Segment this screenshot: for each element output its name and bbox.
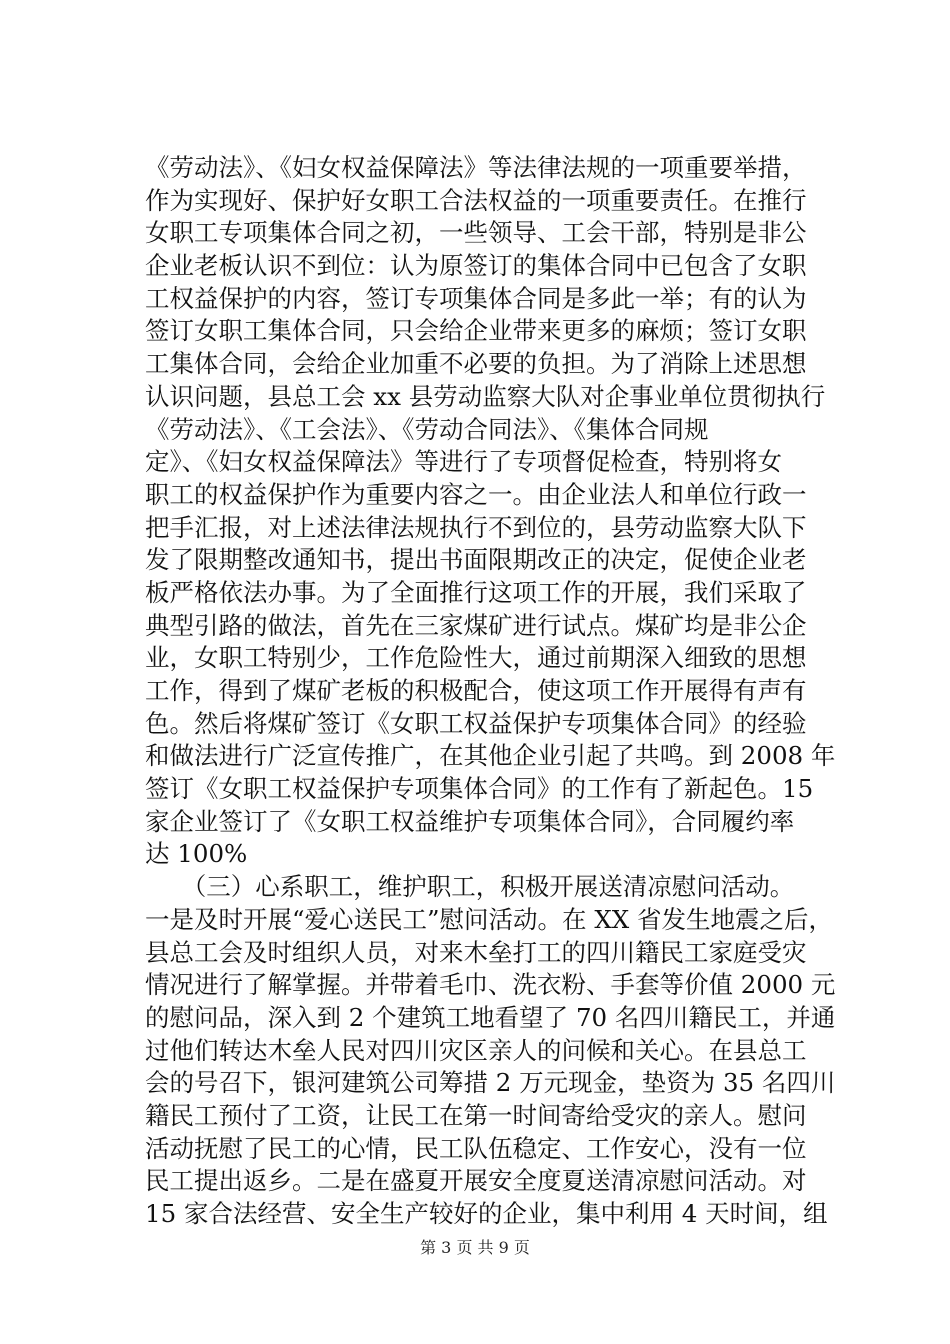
- text-line: 板严格依法办事。为了全面推行这项工作的开展，我们采取了: [145, 577, 807, 607]
- text-line: 职工的权益保护作为重要内容之一。由企业法人和单位行政一: [145, 479, 807, 509]
- text-line: 过他们转达木垒人民对四川灾区亲人的问候和关心。在县总工: [145, 1035, 807, 1065]
- text-line: 《劳动法》、《工会法》、《劳动合同法》、《集体合同规: [145, 414, 709, 444]
- text-line: 一是及时开展“爱心送民工”慰问活动。在 XX 省发生地震之后，: [145, 904, 834, 934]
- text-line: 定》、《妇女权益保障法》等进行了专项督促检查，特别将女: [145, 447, 782, 477]
- text-line: 工权益保护的内容，签订专项集体合同是多此一举；有的认为: [145, 283, 807, 313]
- text-line: 色。然后将煤矿签订《女职工权益保护专项集体合同》的经验: [145, 708, 807, 738]
- text-line: 认识问题，县总工会 xx 县劳动监察大队对企事业单位贯彻执行: [145, 381, 826, 411]
- text-line: 女职工专项集体合同之初，一些领导、工会干部，特别是非公: [145, 218, 807, 248]
- text-line: 达 100%: [145, 839, 248, 869]
- text-line: 和做法进行广泛宣传推广，在其他企业引起了共鸣。到 2008 年: [145, 741, 835, 771]
- body-text: [145, 152, 835, 1231]
- text-line: 15 家合法经营、安全生产较好的企业，集中利用 4 天时间，组: [145, 1199, 828, 1228]
- text-line: 业，女职工特别少，工作危险性大，通过前期深入细致的思想: [145, 643, 807, 673]
- text-line: 典型引路的做法，首先在三家煤矿进行试点。煤矿均是非公企: [145, 610, 807, 640]
- text-line: （三）心系职工，维护职工，积极开展送清凉慰问活动。: [145, 872, 795, 902]
- text-line: 签订女职工集体合同，只会给企业带来更多的麻烦；签订女职: [145, 316, 807, 346]
- text-line: 把手汇报，对上述法律法规执行不到位的，县劳动监察大队下: [145, 512, 807, 542]
- text-line: 民工提出返乡。二是在盛夏开展安全度夏送清凉慰问活动。对: [145, 1166, 807, 1196]
- text-line: 企业老板认识不到位：认为原签订的集体合同中已包含了女职: [145, 251, 807, 281]
- text-line: 会的号召下，银河建筑公司筹措 2 万元现金，垫资为 35 名四川: [145, 1068, 835, 1098]
- text-line: 作为实现好、保护好女职工合法权益的一项重要责任。在推行: [145, 185, 807, 215]
- text-line: 发了限期整改通知书，提出书面限期改正的决定，促使企业老: [145, 545, 807, 575]
- text-line: 签订《女职工权益保护专项集体合同》的工作有了新起色。15: [145, 774, 814, 804]
- text-line: 工集体合同，会给企业加重不必要的负担。为了消除上述思想: [145, 349, 807, 379]
- text-line: 家企业签订了《女职工权益维护专项集体合同》，合同履约率: [145, 806, 795, 836]
- page-footer: 第 3 页 共 9 页: [420, 1238, 530, 1257]
- text-line: 《劳动法》、《妇女权益保障法》等法律法规的一项重要举措，: [145, 153, 807, 182]
- text-line: 活动抚慰了民工的心情，民工队伍稳定、工作安心，没有一位: [145, 1133, 807, 1163]
- text-line: 县总工会及时组织人员，对来木垒打工的四川籍民工家庭受灾: [145, 937, 807, 967]
- text-line: 情况进行了解掌握。并带着毛巾、洗衣粉、手套等价值 2000 元: [145, 970, 835, 1000]
- text-line: 工作，得到了煤矿老板的积极配合，使这项工作开展得有声有: [145, 676, 807, 705]
- text-line: 的慰问品，深入到 2 个建筑工地看望了 70 名四川籍民工，并通: [145, 1002, 835, 1032]
- text-line: 籍民工预付了工资，让民工在第一时间寄给受灾的亲人。慰问: [145, 1100, 807, 1130]
